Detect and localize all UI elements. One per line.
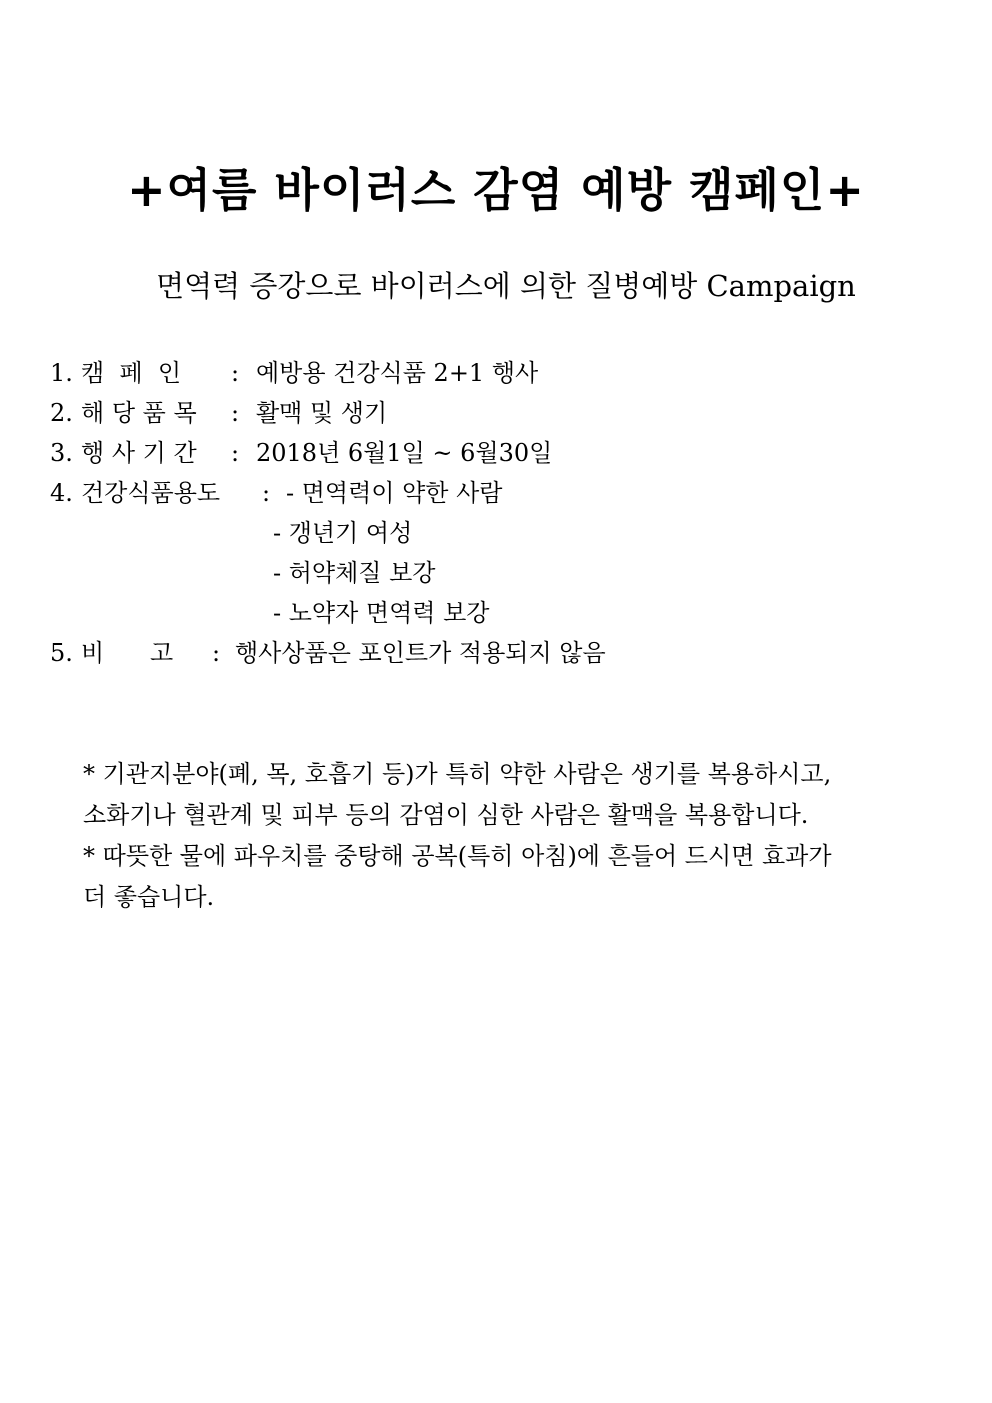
item-label: 비 고 xyxy=(81,639,174,667)
item-value: 행사상품은 포인트가 적용되지 않음 xyxy=(235,639,606,667)
item-number: 4. xyxy=(50,479,73,507)
item-colon: : xyxy=(231,399,240,427)
page-subtitle: 면역력 증강으로 바이러스에 의한 질병예방 Campaign xyxy=(156,269,856,303)
item-colon: : xyxy=(231,359,240,387)
item-number: 3. xyxy=(50,439,73,467)
item-colon: : xyxy=(231,439,240,467)
item-colon: : xyxy=(262,479,271,507)
item-number: 2. xyxy=(50,399,73,427)
item-sub-value: - 갱년기 여성 xyxy=(273,519,413,547)
notes-section xyxy=(83,754,913,918)
item-number: 5. xyxy=(50,639,73,667)
item-label: 행 사 기 간 xyxy=(81,439,197,467)
page-title: +여름 바이러스 감염 예방 캠페인+ xyxy=(127,163,865,217)
item-value: 활맥 및 생기 xyxy=(256,399,388,427)
note-line: * 기관지분야(폐, 목, 호흡기 등)가 특히 약한 사람은 생기를 복용하시고, xyxy=(83,760,832,788)
note-line: 소화기나 혈관계 및 피부 등의 감염이 심한 사람은 활맥을 복용합니다. xyxy=(83,801,809,829)
item-colon: : xyxy=(212,639,221,667)
item-sub-value: - 허약체질 보강 xyxy=(273,559,436,587)
item-value: 2018년 6월1일 ~ 6월30일 xyxy=(256,439,553,467)
item-value: - 면역력이 약한 사람 xyxy=(286,479,503,507)
item-value: 예방용 건강식품 2+1 행사 xyxy=(256,359,539,387)
note-line: * 따뜻한 물에 파우치를 중탕해 공복(특히 아침)에 흔들어 드시면 효과가 xyxy=(83,842,832,870)
item-label: 건강식품용도 xyxy=(81,479,221,507)
item-number: 1. xyxy=(50,359,73,387)
item-label: 캠 페 인 xyxy=(81,359,182,387)
item-sub-value: - 노약자 면역력 보강 xyxy=(273,599,490,627)
note-line: 더 좋습니다. xyxy=(83,883,215,911)
item-label: 해 당 품 목 xyxy=(81,399,197,427)
